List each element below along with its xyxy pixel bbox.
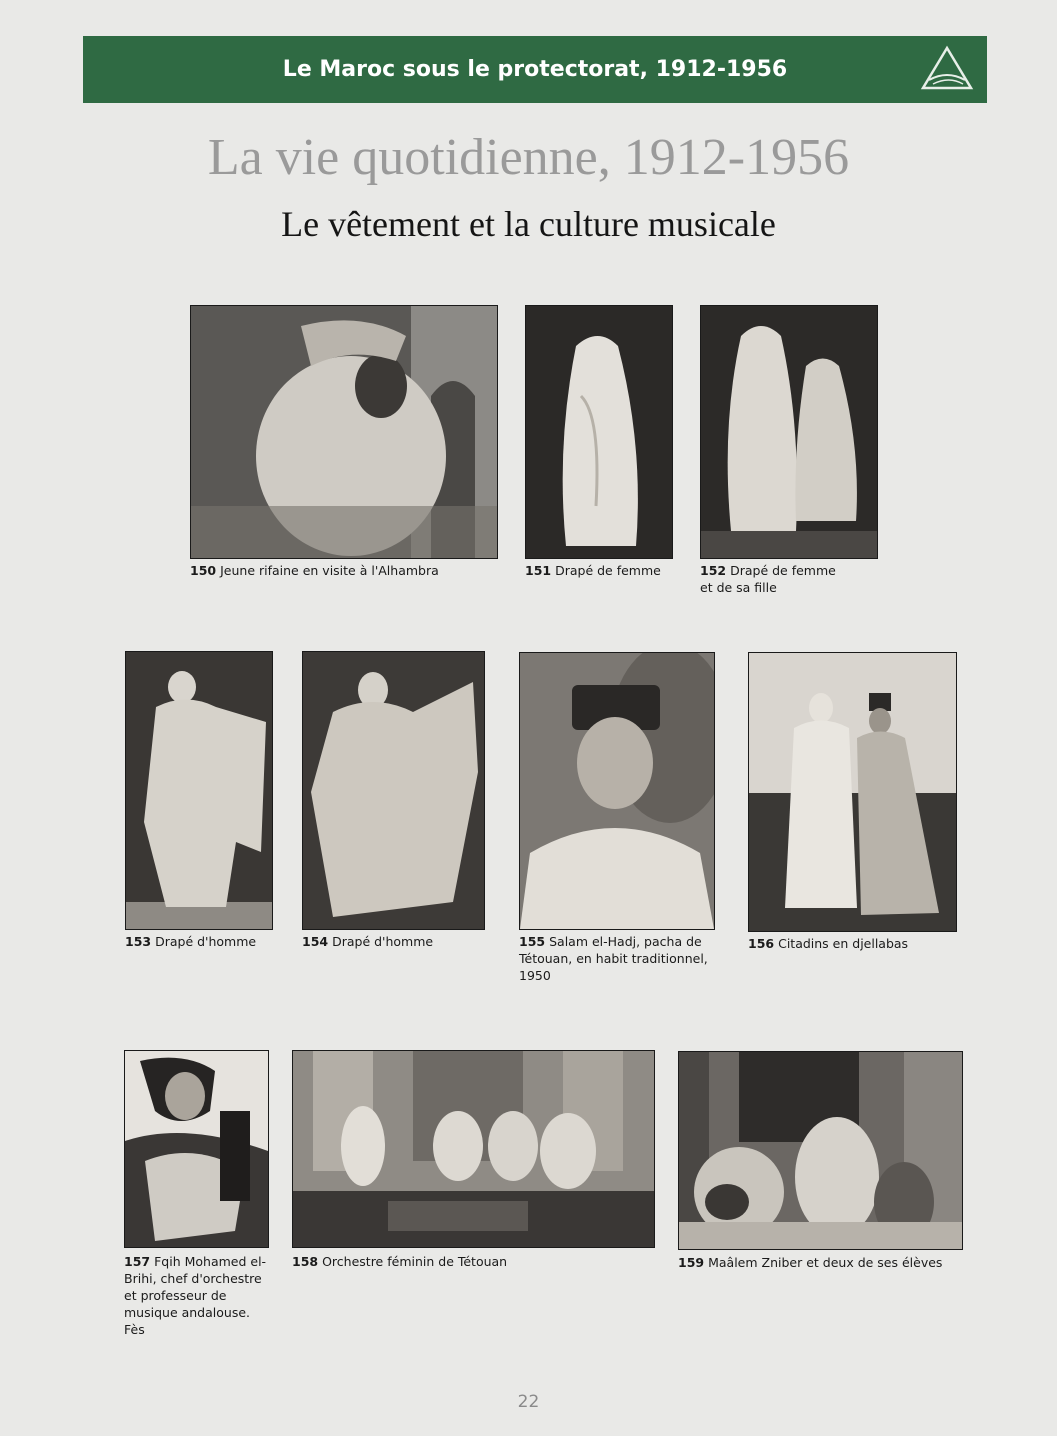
- caption-number: 153: [125, 934, 152, 949]
- photo-157: [124, 1050, 269, 1248]
- caption-text: Drapé d'homme: [155, 934, 257, 949]
- caption-text: Maâlem Zniber et deux de ses élèves: [708, 1255, 943, 1270]
- photo-155: [519, 652, 715, 930]
- photo-151: [525, 305, 673, 559]
- caption-text: Drapé de femme et de sa fille: [700, 563, 836, 595]
- caption-158: [292, 1253, 653, 1270]
- page-number: 22: [517, 1392, 540, 1412]
- caption-text: Citadins en djellabas: [778, 936, 909, 951]
- caption-text: Jeune rifaine en visite à l'Alhambra: [220, 563, 439, 578]
- caption-151: [525, 562, 685, 579]
- caption-150: [190, 562, 496, 579]
- caption-153: [125, 933, 285, 950]
- caption-number: 157: [124, 1254, 151, 1269]
- caption-number: 150: [190, 563, 217, 578]
- caption-152: [700, 562, 840, 596]
- caption-159: [678, 1254, 961, 1271]
- caption-text: Drapé d'homme: [332, 934, 434, 949]
- caption-157: [124, 1253, 274, 1338]
- caption-text: Drapé de femme: [555, 563, 661, 578]
- photo-158: [292, 1050, 655, 1248]
- photo-150: [190, 305, 498, 559]
- caption-154: [302, 933, 482, 950]
- page-title: La vie quotidienne, 1912-1956: [207, 129, 850, 186]
- header-title: Le Maroc sous le protectorat, 1912-1956: [282, 57, 788, 82]
- caption-number: 159: [678, 1255, 705, 1270]
- photo-153: [125, 651, 273, 930]
- page-subtitle: Le vêtement et la culture musicale: [281, 204, 776, 244]
- photo-154: [302, 651, 485, 930]
- caption-156: [748, 935, 955, 952]
- photo-152: [700, 305, 878, 559]
- caption-number: 156: [748, 936, 775, 951]
- triangle-logo-icon: [919, 44, 975, 94]
- caption-155: [519, 933, 713, 984]
- caption-number: 151: [525, 563, 552, 578]
- caption-text: Salam el-Hadj, pacha de Tétouan, en habit traditionnel, 1950: [519, 934, 708, 983]
- photo-159: [678, 1051, 963, 1250]
- caption-number: 152: [700, 563, 727, 578]
- caption-text: Fqih Mohamed el-Brihi, chef d'orchestre et professeur de musique andalouse. Fès: [124, 1254, 267, 1337]
- caption-text: Orchestre féminin de Tétouan: [322, 1254, 508, 1269]
- photo-156: [748, 652, 957, 932]
- caption-number: 155: [519, 934, 546, 949]
- header-banner: [83, 36, 987, 103]
- caption-number: 154: [302, 934, 329, 949]
- caption-number: 158: [292, 1254, 319, 1269]
